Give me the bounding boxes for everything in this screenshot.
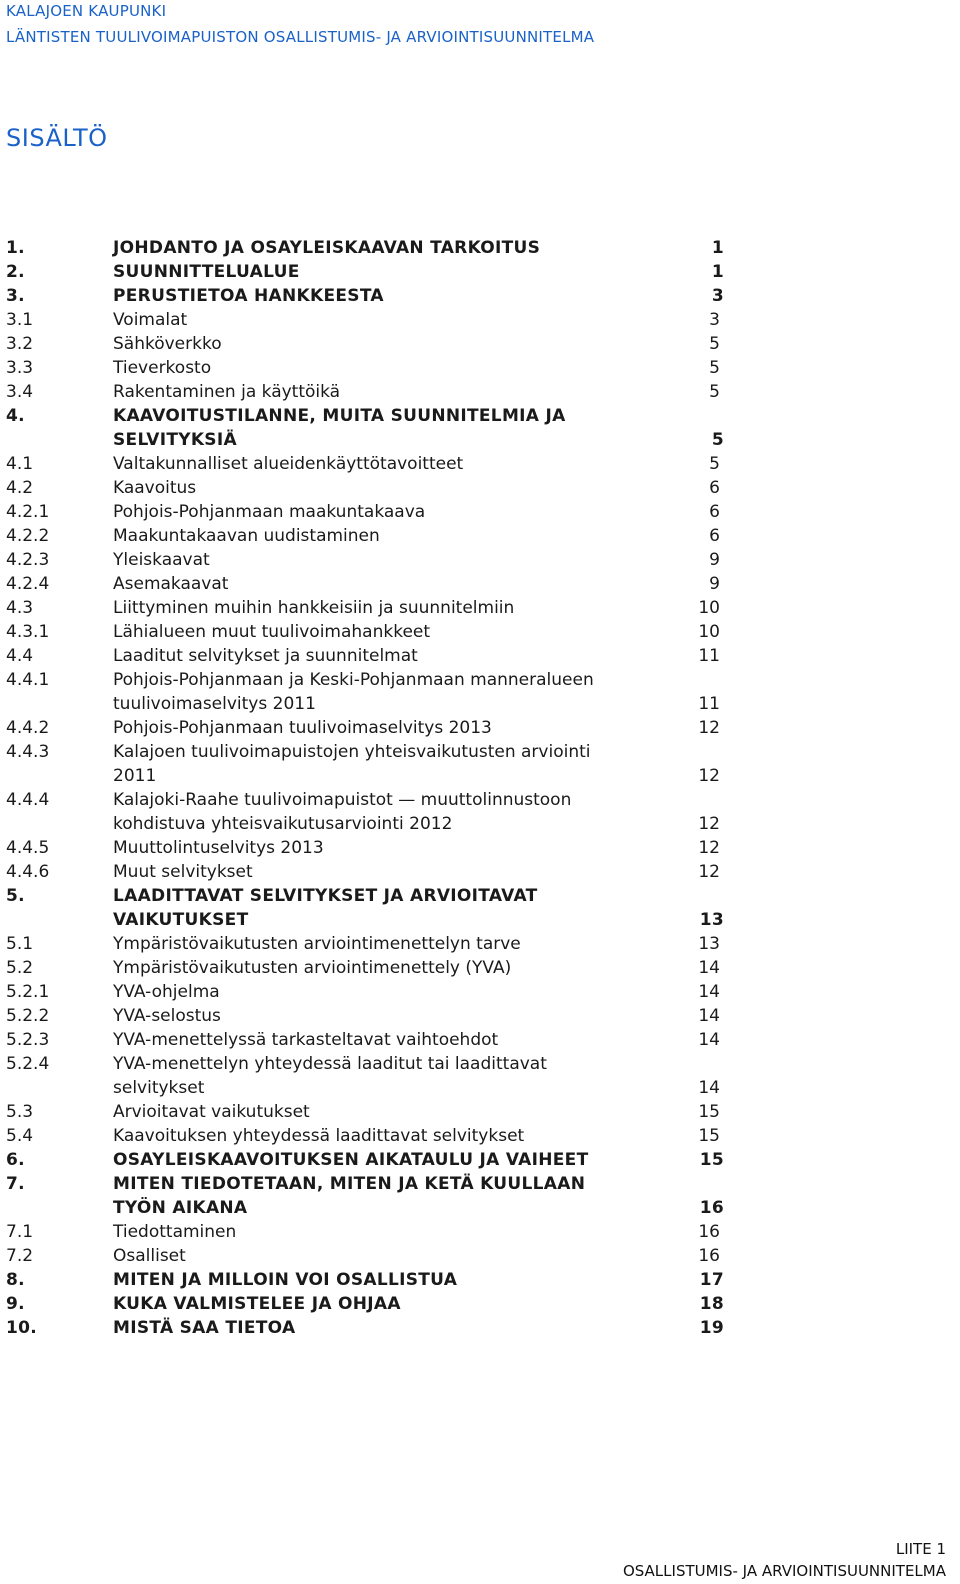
toc-entry-title: 2011 — [113, 766, 157, 786]
toc-entry-page: 9 — [709, 550, 720, 570]
toc-entry — [0, 956, 960, 980]
toc-entry-number: 4.2.3 — [6, 550, 50, 570]
toc-entry-title: MITEN TIEDOTETAAN, MITEN JA KETÄ KUULLAAN — [113, 1174, 586, 1194]
toc-entry-title: KAAVOITUSTILANNE, MUITA SUUNNITELMIA JA — [113, 406, 566, 426]
toc-entry — [0, 1268, 960, 1292]
toc-entry — [0, 1124, 960, 1148]
toc-entry-number: 4.4.3 — [6, 742, 50, 762]
page-title: SISÄLTÖ — [6, 124, 108, 152]
toc-entry — [0, 548, 960, 572]
toc-entry — [0, 356, 960, 380]
toc-entry-page: 5 — [709, 334, 720, 354]
toc-entry-number: 2. — [6, 262, 25, 282]
toc-entry-number: 5.4 — [6, 1126, 34, 1146]
toc-entry-number: 5.1 — [6, 934, 34, 954]
toc-entry-page: 13 — [699, 910, 724, 930]
toc-entry — [0, 1244, 960, 1268]
toc-entry — [0, 476, 960, 500]
toc-entry-page: 3 — [711, 286, 724, 306]
toc-entry-number: 4.2 — [6, 478, 34, 498]
toc-entry-number: 10. — [6, 1318, 38, 1338]
toc-entry — [0, 596, 960, 620]
toc-entry-number: 7. — [6, 1174, 25, 1194]
toc-entry-number: 3.1 — [6, 310, 34, 330]
toc-entry-number: 7.2 — [6, 1246, 34, 1266]
toc-entry-title: Rakentaminen ja käyttöikä — [113, 382, 341, 402]
toc-entry — [0, 236, 960, 260]
toc-entry-title: SUUNNITTELUALUE — [113, 262, 300, 282]
toc-entry — [0, 260, 960, 284]
toc-entry-page: 11 — [698, 694, 720, 714]
toc-entry-number: 3.2 — [6, 334, 34, 354]
toc-entry-page: 11 — [698, 646, 720, 666]
toc-entry — [0, 908, 960, 932]
toc-entry-title: Kalajoki-Raahe tuulivoimapuistot — muuttolinnustoon — [113, 790, 572, 810]
toc-entry-title: Maakuntakaavan uudistaminen — [113, 526, 380, 546]
toc-entry-page: 15 — [698, 1102, 720, 1122]
toc-entry-title: Ympäristövaikutusten arviointimenettely (YVA) — [113, 958, 512, 978]
toc-entry-title: Pohjois-Pohjanmaan ja Keski-Pohjanmaan manneralueen — [113, 670, 594, 690]
toc-entry-title: Muuttolintuselvitys 2013 — [113, 838, 324, 858]
toc-entry — [0, 308, 960, 332]
toc-entry — [0, 788, 960, 812]
toc-entry — [0, 668, 960, 692]
toc-entry-number: 1. — [6, 238, 25, 258]
toc-entry-title: YVA-ohjelma — [113, 982, 220, 1002]
toc-entry — [0, 500, 960, 524]
toc-entry-title: Liittyminen muihin hankkeisiin ja suunnitelmiin — [113, 598, 515, 618]
toc-entry-page: 5 — [709, 358, 720, 378]
toc-entry — [0, 932, 960, 956]
toc-entry — [0, 740, 960, 764]
toc-entry — [0, 836, 960, 860]
toc-entry — [0, 1196, 960, 1220]
toc-entry-title: Sähköverkko — [113, 334, 222, 354]
toc-entry-number: 5. — [6, 886, 25, 906]
toc-entry — [0, 404, 960, 428]
toc-entry-number: 7.1 — [6, 1222, 34, 1242]
toc-entry-title: YVA-menettelyn yhteydessä laaditut tai laadittavat — [113, 1054, 547, 1074]
toc-entry — [0, 524, 960, 548]
toc-entry-page: 12 — [698, 814, 720, 834]
toc-entry-number: 4.3 — [6, 598, 34, 618]
toc-entry-number: 5.2.2 — [6, 1006, 50, 1026]
toc-entry-number: 8. — [6, 1270, 25, 1290]
toc-entry-page: 5 — [709, 382, 720, 402]
toc-entry-number: 6. — [6, 1150, 25, 1170]
toc-entry — [0, 572, 960, 596]
toc-entry-title: LAADITTAVAT SELVITYKSET JA ARVIOITAVAT — [113, 886, 538, 906]
toc-entry-title: MITEN JA MILLOIN VOI OSALLISTUA — [113, 1270, 458, 1290]
toc-entry-page: 14 — [698, 1078, 720, 1098]
toc-entry-number: 5.2.4 — [6, 1054, 50, 1074]
document-header: LÄNTISTEN TUULIVOIMAPUISTON OSALLISTUMIS- JA ARVIOINTISUUNNITELMA — [6, 28, 595, 46]
toc-entry-page: 18 — [699, 1294, 724, 1314]
toc-entry-page: 15 — [699, 1150, 724, 1170]
toc-entry — [0, 884, 960, 908]
toc-entry — [0, 764, 960, 788]
toc-entry — [0, 716, 960, 740]
toc-entry-title: Kaavoituksen yhteydessä laadittavat selvitykset — [113, 1126, 525, 1146]
toc-entry-title: Lähialueen muut tuulivoimahankkeet — [113, 622, 431, 642]
toc-entry-number: 4.2.2 — [6, 526, 50, 546]
toc-entry — [0, 332, 960, 356]
toc-entry — [0, 980, 960, 1004]
toc-entry-title: YVA-selostus — [113, 1006, 221, 1026]
toc-entry-number: 5.3 — [6, 1102, 34, 1122]
toc-entry — [0, 1052, 960, 1076]
toc-entry-number: 9. — [6, 1294, 25, 1314]
toc-entry — [0, 620, 960, 644]
toc-entry-page: 1 — [711, 262, 724, 282]
toc-entry-number: 4.4.5 — [6, 838, 50, 858]
toc-entry-page: 15 — [698, 1126, 720, 1146]
toc-entry-page: 12 — [698, 718, 720, 738]
toc-entry-title: tuulivoimaselvitys 2011 — [113, 694, 316, 714]
toc-entry-title: TYÖN AIKANA — [113, 1198, 248, 1218]
toc-entry-title: kohdistuva yhteisvaikutusarviointi 2012 — [113, 814, 453, 834]
toc-entry-title: YVA-menettelyssä tarkasteltavat vaihtoehdot — [113, 1030, 499, 1050]
organization-header: KALAJOEN KAUPUNKI — [6, 2, 167, 20]
toc-entry — [0, 1148, 960, 1172]
toc-entry-title: Tieverkosto — [113, 358, 212, 378]
toc-entry-number: 4.4.1 — [6, 670, 50, 690]
toc-entry-title: Osalliset — [113, 1246, 186, 1266]
toc-entry-title: Pohjois-Pohjanmaan maakuntakaava — [113, 502, 426, 522]
toc-entry-number: 4. — [6, 406, 25, 426]
toc-entry-title: selvitykset — [113, 1078, 205, 1098]
toc-entry — [0, 428, 960, 452]
toc-entry-page: 1 — [711, 238, 724, 258]
toc-entry-title: VAIKUTUKSET — [113, 910, 249, 930]
toc-entry-page: 6 — [709, 478, 720, 498]
toc-entry — [0, 1316, 960, 1340]
toc-entry-title: Kaavoitus — [113, 478, 197, 498]
toc-entry-number: 3.3 — [6, 358, 34, 378]
toc-entry — [0, 1004, 960, 1028]
toc-entry-number: 3. — [6, 286, 25, 306]
toc-entry-number: 5.2 — [6, 958, 34, 978]
footer-attachment-label: LIITE 1 — [895, 1540, 946, 1558]
toc-entry-title: Muut selvitykset — [113, 862, 253, 882]
toc-entry-page: 5 — [709, 454, 720, 474]
toc-entry — [0, 1220, 960, 1244]
toc-entry-page: 12 — [698, 838, 720, 858]
toc-entry-page: 6 — [709, 526, 720, 546]
toc-entry-page: 19 — [699, 1318, 724, 1338]
toc-entry-title: Pohjois-Pohjanmaan tuulivoimaselvitys 2013 — [113, 718, 492, 738]
toc-entry-title: PERUSTIETOA HANKKEESTA — [113, 286, 384, 306]
toc-entry-page: 12 — [698, 862, 720, 882]
toc-entry — [0, 1292, 960, 1316]
toc-entry — [0, 452, 960, 476]
toc-entry-title: Yleiskaavat — [113, 550, 210, 570]
toc-entry-page: 10 — [698, 598, 720, 618]
toc-entry-page: 14 — [698, 958, 720, 978]
toc-entry — [0, 812, 960, 836]
toc-entry-page: 10 — [698, 622, 720, 642]
toc-entry — [0, 1076, 960, 1100]
toc-entry-page: 16 — [699, 1198, 724, 1218]
toc-entry-number: 5.2.1 — [6, 982, 50, 1002]
toc-entry-title: SELVITYKSIÄ — [113, 430, 237, 450]
toc-entry-number: 4.1 — [6, 454, 34, 474]
toc-entry-title: Kalajoen tuulivoimapuistojen yhteisvaikutusten arviointi — [113, 742, 591, 762]
toc-entry-title: Tiedottaminen — [113, 1222, 237, 1242]
toc-entry-number: 4.4.4 — [6, 790, 50, 810]
toc-entry — [0, 1172, 960, 1196]
toc-entry-page: 13 — [698, 934, 720, 954]
toc-entry — [0, 860, 960, 884]
footer-document-label: OSALLISTUMIS- JA ARVIOINTISUUNNITELMA — [622, 1562, 946, 1580]
toc-entry-title: Ympäristövaikutusten arviointimenettelyn tarve — [113, 934, 521, 954]
toc-entry-page: 5 — [711, 430, 724, 450]
toc-entry-page: 14 — [698, 982, 720, 1002]
toc-entry — [0, 1028, 960, 1052]
toc-entry-number: 3.4 — [6, 382, 34, 402]
toc-entry — [0, 644, 960, 668]
toc-entry-title: Valtakunnalliset alueidenkäyttötavoitteet — [113, 454, 464, 474]
toc-entry-number: 5.2.3 — [6, 1030, 50, 1050]
toc-entry-title: Laaditut selvitykset ja suunnitelmat — [113, 646, 418, 666]
toc-entry-page: 17 — [699, 1270, 724, 1290]
toc-entry-title: Arvioitavat vaikutukset — [113, 1102, 310, 1122]
toc-entry — [0, 380, 960, 404]
toc-entry-number: 4.2.4 — [6, 574, 50, 594]
toc-entry-title: MISTÄ SAA TIETOA — [113, 1318, 296, 1338]
toc-entry-title: Asemakaavat — [113, 574, 229, 594]
toc-entry-page: 12 — [698, 766, 720, 786]
toc-entry-number: 4.2.1 — [6, 502, 50, 522]
toc-entry — [0, 284, 960, 308]
toc-entry-page: 3 — [709, 310, 720, 330]
toc-entry-number: 4.4.2 — [6, 718, 50, 738]
table-of-contents — [0, 236, 960, 1340]
toc-entry-title: Voimalat — [113, 310, 188, 330]
toc-entry-title: JOHDANTO JA OSAYLEISKAAVAN TARKOITUS — [113, 238, 541, 258]
toc-entry-page: 14 — [698, 1006, 720, 1026]
toc-entry-page: 9 — [709, 574, 720, 594]
toc-entry-page: 16 — [698, 1246, 720, 1266]
toc-entry — [0, 1100, 960, 1124]
toc-entry-number: 4.4.6 — [6, 862, 50, 882]
toc-entry-page: 14 — [698, 1030, 720, 1050]
toc-entry-page: 6 — [709, 502, 720, 522]
toc-entry-title: OSAYLEISKAAVOITUKSEN AIKATAULU JA VAIHEET — [113, 1150, 589, 1170]
toc-entry — [0, 692, 960, 716]
toc-entry-title: KUKA VALMISTELEE JA OHJAA — [113, 1294, 401, 1314]
toc-entry-page: 16 — [698, 1222, 720, 1242]
toc-entry-number: 4.4 — [6, 646, 34, 666]
toc-entry-number: 4.3.1 — [6, 622, 50, 642]
